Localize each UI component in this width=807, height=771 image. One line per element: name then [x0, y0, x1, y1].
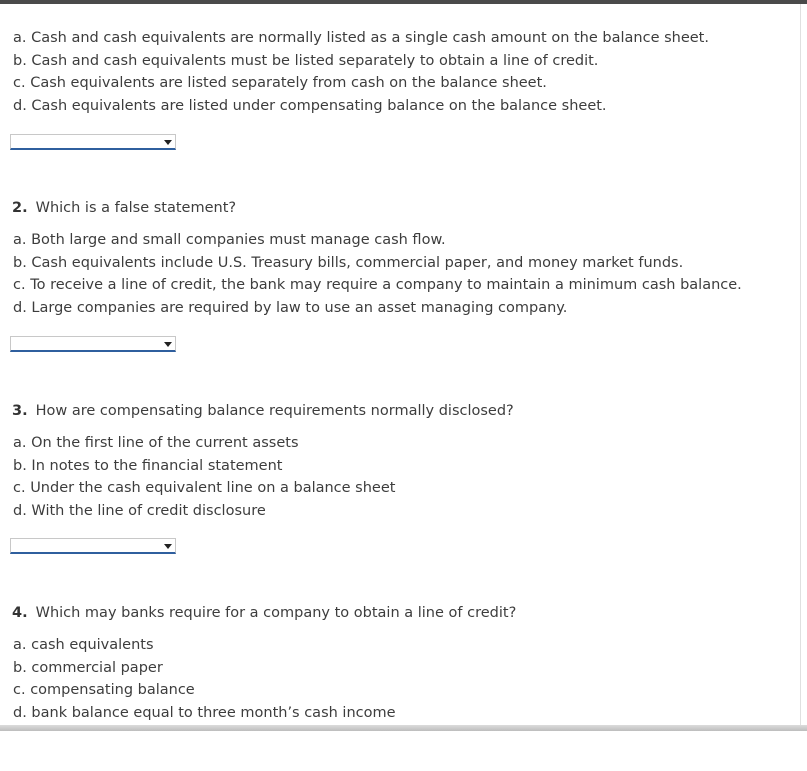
chevron-down-icon	[164, 342, 172, 347]
question-4-number: 4.	[12, 605, 28, 621]
question-4-option-d: d. bank balance equal to three month’s cash income	[13, 704, 396, 721]
question-4-text: Which may banks require for a company to obtain a line of credit?	[35, 605, 517, 621]
question-1-answer-dropdown[interactable]	[10, 134, 176, 150]
right-divider	[800, 4, 801, 725]
question-1-option-b: b. Cash and cash equivalents must be listed separately to obtain a line of credit.	[13, 52, 599, 69]
top-scroll-edge	[0, 0, 807, 4]
question-1-option-d: d. Cash equivalents are listed under compensating balance on the balance sheet.	[13, 97, 607, 114]
question-2-option-b: b. Cash equivalents include U.S. Treasury bills, commercial paper, and money market funds.	[13, 254, 684, 271]
question-2-option-d: d. Large companies are required by law to use an asset managing company.	[13, 299, 568, 316]
question-1-option-a: a. Cash and cash equivalents are normally listed as a single cash amount on the balance sheet.	[13, 30, 709, 46]
question-3-option-d: d. With the line of credit disclosure	[13, 502, 266, 519]
question-3-text: How are compensating balance requirements normally disclosed?	[35, 403, 514, 419]
question-3-option-b: b. In notes to the financial statement	[13, 457, 283, 474]
question-1-option-c: c. Cash equivalents are listed separately from cash on the balance sheet.	[13, 75, 547, 91]
bottom-scroll-edge	[0, 725, 807, 731]
question-2-text: Which is a false statement?	[35, 200, 237, 216]
question-2-option-c: c. To receive a line of credit, the bank may require a company to maintain a minimum cash balance.	[13, 277, 742, 293]
question-2-prompt	[12, 200, 236, 216]
question-2-number: 2.	[12, 200, 28, 216]
question-4-option-a: a. cash equivalents	[13, 637, 154, 653]
chevron-down-icon	[164, 140, 172, 145]
question-2-answer-dropdown[interactable]	[10, 336, 176, 352]
question-2-option-a: a. Both large and small companies must manage cash flow.	[13, 232, 446, 248]
question-3-options	[13, 432, 395, 522]
question-2-options	[13, 229, 742, 319]
chevron-down-icon	[164, 544, 172, 549]
question-3-answer-dropdown[interactable]	[10, 538, 176, 554]
question-4-option-c: c. compensating balance	[13, 682, 195, 698]
question-3-option-a: a. On the first line of the current assets	[13, 435, 299, 451]
question-4-prompt	[12, 605, 516, 621]
question-3-option-c: c. Under the cash equivalent line on a balance sheet	[13, 480, 396, 496]
question-3-number: 3.	[12, 403, 28, 419]
question-3-prompt	[12, 403, 514, 419]
question-1-options	[13, 27, 709, 117]
question-4-options	[13, 634, 396, 724]
question-4-option-b: b. commercial paper	[13, 659, 163, 676]
